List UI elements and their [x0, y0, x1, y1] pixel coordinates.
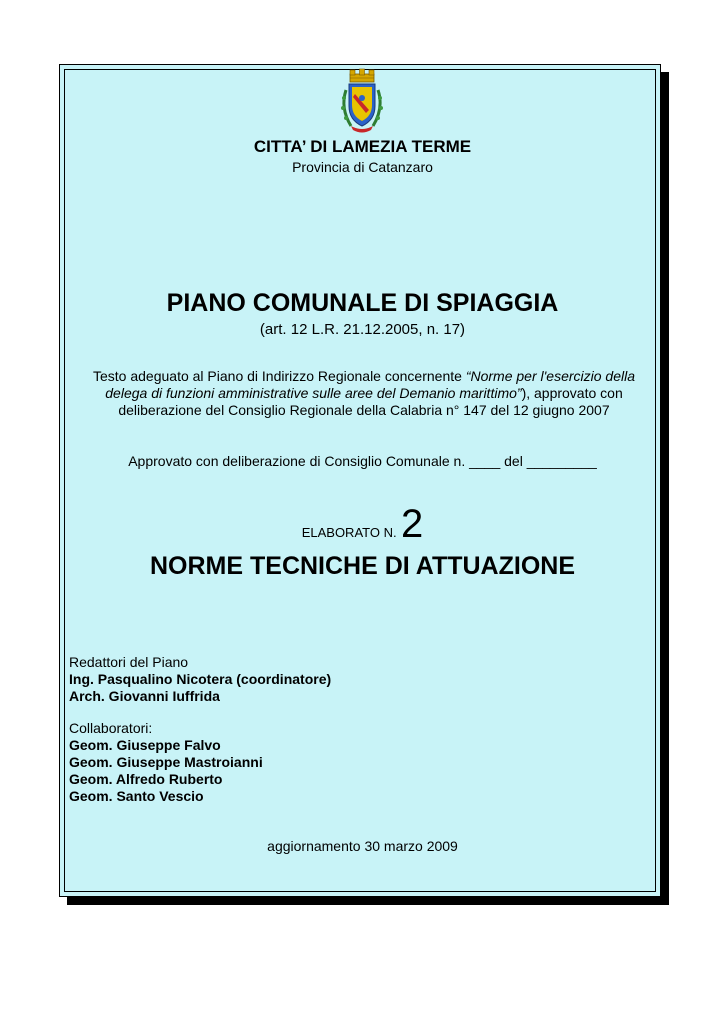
- editor-name: Arch. Giovanni Iuffrida: [69, 688, 220, 704]
- approval-statement: Approvato con deliberazione di Consiglio Comunale n. ____ del _________: [128, 453, 597, 469]
- plan-title: PIANO COMUNALE DI SPIAGGIA: [166, 289, 559, 317]
- document-title: NORME TECNICHE DI ATTUAZIONE: [150, 552, 575, 580]
- collaborators-section: [69, 720, 263, 805]
- description-text-end: ), approvato con deliberazione del Consiglio Regionale della Calabria n° 147 del 12 giugno 2007: [118, 385, 623, 418]
- collaborator-name: Geom. Santo Vescio: [69, 788, 204, 804]
- elaborato-label: ELABORATO N.: [301, 525, 397, 540]
- city-name: CITTA’ DI LAMEZIA TERME: [253, 137, 472, 156]
- collaborators-heading: Collaboratori:: [69, 720, 153, 736]
- elaborato-number: 2: [401, 502, 424, 546]
- elaborato-heading: [0, 504, 725, 544]
- description-italic-title: “Norme per l'esercizio della delega di funzioni amministrative sulle aree del Demanio marittimo”: [105, 368, 635, 401]
- editors-heading: Redattori del Piano: [69, 654, 189, 670]
- description-text-start: Testo adeguato al Piano di Indirizzo Regionale concernente: [93, 368, 466, 384]
- plan-legal-reference: (art. 12 L.R. 21.12.2005, n. 17): [259, 321, 466, 338]
- province-name: Provincia di Catanzaro: [292, 159, 433, 175]
- editors-section: [69, 654, 331, 705]
- plan-description: [74, 368, 654, 419]
- editor-name: Ing. Pasqualino Nicotera (coordinatore): [69, 671, 332, 687]
- collaborator-name: Geom. Alfredo Ruberto: [69, 771, 223, 787]
- update-date: aggiornamento 30 marzo 2009: [267, 838, 458, 854]
- municipal-coat-of-arms-icon: [337, 68, 387, 136]
- collaborator-name: Geom. Giuseppe Mastroianni: [69, 754, 263, 770]
- collaborator-name: Geom. Giuseppe Falvo: [69, 737, 221, 753]
